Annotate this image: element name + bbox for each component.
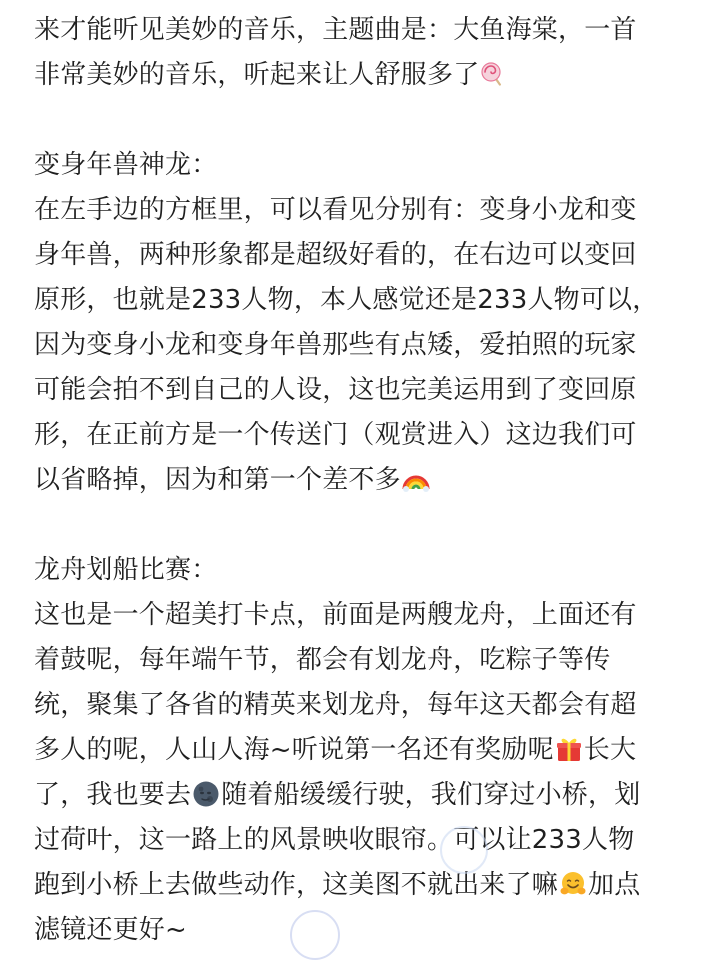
line-text: 随着船缓缓行驶，我们穿过小桥，划 (221, 780, 641, 810)
rainbow-icon (402, 465, 430, 493)
paragraph-line (34, 53, 694, 98)
paragraph-gap (34, 503, 694, 548)
paragraph-line: 原形，也就是233人物，本人感觉还是233人物可以， (34, 285, 659, 315)
article-body (34, 8, 694, 953)
lollipop-icon (480, 60, 508, 88)
paragraph-line: 在左手边的方框里，可以看见分别有：变身小龙和变 (34, 195, 637, 225)
paragraph-line (34, 728, 694, 773)
section-heading: 变身年兽神龙： (34, 150, 218, 180)
line-text: 加点 (588, 870, 641, 900)
paragraph-line: 统，聚集了各省的精英来划龙舟，每年这天都会有超 (34, 690, 637, 720)
paragraph-line: 滤镜还更好~ (34, 915, 187, 945)
paragraph-line: 身年兽，两种形象都是超级好看的，在右边可以变回 (34, 240, 637, 270)
paragraph-line: 来才能听见美妙的音乐，主题曲是：大鱼海棠，一首 (34, 15, 637, 45)
paragraph-line: 这也是一个超美打卡点，前面是两艘龙舟，上面还有 (34, 600, 637, 630)
line-text: 了，我也要去 (34, 780, 192, 810)
line-text: 跑到小桥上去做些动作，这美图不就出来了嘛 (34, 870, 559, 900)
paragraph-line: 因为变身小龙和变身年兽那些有点矮，爱拍照的玩家 (34, 330, 637, 360)
paragraph-line: 形，在正前方是一个传送门（观赏进入）这边我们可 (34, 420, 637, 450)
paragraph-gap (34, 98, 694, 143)
paragraph-line (34, 773, 694, 818)
line-text: 非常美妙的音乐，听起来让人舒服多了 (34, 60, 480, 90)
line-text: 以省略掉，因为和第一个差不多 (34, 465, 401, 495)
paragraph-line (34, 458, 694, 503)
hugging-face-icon (559, 870, 587, 898)
line-text: 长大 (583, 735, 637, 765)
paragraph-line: 过荷叶，这一路上的风景映收眼帘。可以让233人物 (34, 825, 635, 855)
gift-icon (555, 735, 583, 763)
paragraph-line: 可能会拍不到自己的人设，这也完美运用到了变回原 (34, 375, 637, 405)
paragraph-line (34, 863, 694, 908)
paragraph-line: 着鼓呢，每年端午节，都会有划龙舟，吃粽子等传 (34, 645, 611, 675)
new-moon-face-icon (192, 780, 220, 808)
section-heading: 龙舟划船比赛： (34, 555, 218, 585)
line-text: 多人的呢，人山人海~听说第一名还有奖励呢 (34, 735, 554, 765)
